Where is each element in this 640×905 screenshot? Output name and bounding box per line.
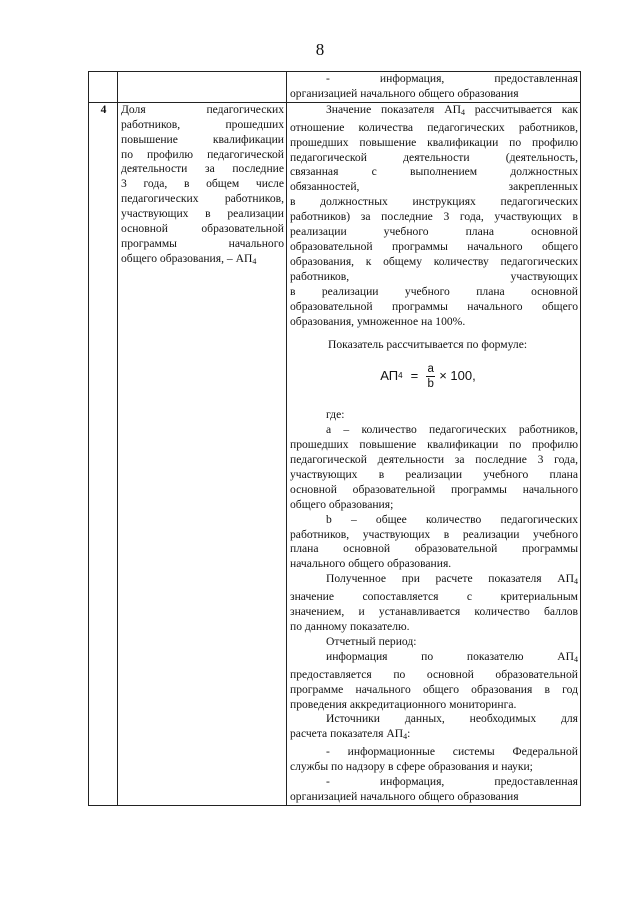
- text-fragment: Значение показателя АП: [326, 102, 461, 116]
- text-line: начального общего образования.: [290, 557, 452, 571]
- table-row: [89, 72, 581, 103]
- text-fragment: :: [407, 727, 411, 741]
- text-line: образовательной программы начального общего: [290, 239, 578, 253]
- formula-lhs-subscript: 4: [398, 370, 403, 380]
- text-line: повышение квалификации: [121, 132, 284, 146]
- name-cell: [118, 72, 287, 103]
- formula-intro: Показатель рассчитывается по формуле:: [328, 338, 528, 352]
- text-line: связанная с выполнением должностных: [290, 165, 578, 179]
- text-line: участвующих в реализации: [121, 207, 284, 221]
- text-line: работников, участвующих в реализации учебного: [290, 527, 578, 541]
- text-line: общего образования;: [290, 497, 394, 511]
- text-line: работников) за последние 3 года, участвующих в: [290, 210, 578, 224]
- formula-multiplier: × 100,: [439, 367, 476, 383]
- text-line: основной образовательной программы начального: [290, 482, 578, 496]
- spacer: [290, 329, 578, 338]
- number-cell: [89, 72, 118, 103]
- text-line: - информация, предоставленная: [326, 72, 578, 85]
- text-line: обязанностей, закрепленных: [290, 180, 578, 194]
- text-line: образования, к общему количеству педагогических: [290, 254, 578, 268]
- text-line: а – количество педагогических работников,: [326, 423, 578, 437]
- text-fragment: Полученное при расчете показателя АП: [326, 572, 574, 586]
- text-line: проведения аккредитационного мониторинга.: [290, 697, 517, 711]
- text-fragment: расчета показателя АП: [290, 727, 404, 741]
- text-line: [290, 572, 578, 590]
- text-line: по профилю педагогической: [121, 147, 284, 161]
- text-line: работников, участвующих: [290, 269, 578, 283]
- indicator-name: [118, 102, 287, 805]
- table-row: [89, 102, 581, 805]
- text-line: - информация, предоставленная: [326, 775, 578, 789]
- indicator-description: [287, 102, 581, 805]
- text-line: педагогической деятельности за последние 3 года,: [290, 453, 578, 467]
- text-line: [290, 650, 578, 668]
- formula-lhs: АП: [380, 367, 399, 383]
- text-line: в реализации учебного плана основной: [290, 284, 578, 298]
- description-cell: [287, 72, 581, 103]
- text-fragment: общего образования, – АП: [121, 251, 253, 265]
- subscript: 4: [403, 732, 408, 742]
- period-title: Отчетный период:: [326, 634, 417, 648]
- text-line: b – общее количество педагогических: [326, 512, 578, 526]
- text-line: [290, 727, 578, 745]
- text-line: работников, прошедших: [121, 117, 284, 131]
- text-line: 3 года, в общем числе: [121, 177, 284, 191]
- text-line: программы начального: [121, 236, 284, 250]
- text-line: в должностных инструкциях педагогических: [290, 195, 578, 209]
- text-line: - информационные системы Федеральной: [326, 745, 578, 759]
- formula: [278, 353, 578, 399]
- page-number: 8: [315, 40, 325, 59]
- text-line: значением, и устанавливается количество баллов: [290, 605, 578, 619]
- fraction-bar: [426, 376, 435, 377]
- text-line: образования, умноженное на 100%.: [290, 314, 466, 328]
- text-line: основной образовательной: [121, 222, 284, 236]
- text-line: прошедших повышение квалификации по профилю: [290, 135, 578, 149]
- text-line: отношение количества педагогических работников,: [290, 120, 578, 134]
- text-line: программе начального общего образования в год: [290, 682, 578, 696]
- formula-fraction: [426, 363, 435, 390]
- formula-numerator: a: [427, 362, 434, 375]
- text-line: плана основной образовательной программы: [290, 542, 578, 556]
- subscript: 4: [574, 654, 578, 664]
- text-line: [121, 252, 284, 270]
- text-line: образовательной программы начального общего: [290, 299, 578, 313]
- text-line: организацией начального общего образования: [290, 789, 519, 803]
- text-fragment: рассчитывается как: [464, 102, 578, 116]
- text-line: [290, 103, 578, 121]
- indicator-table: [88, 71, 581, 806]
- subscript: 4: [574, 577, 578, 587]
- where-label: где:: [326, 408, 345, 422]
- text-line: предоставляется по основной образовательной: [290, 667, 578, 681]
- row-number: 4: [89, 102, 118, 805]
- text-line: педагогических работников,: [121, 192, 284, 206]
- text-line: по данному показателю.: [290, 620, 410, 633]
- formula-equals: =: [410, 367, 419, 383]
- text-line: реализации учебного плана основной: [290, 225, 578, 239]
- text-fragment: информация по показателю АП: [326, 649, 574, 663]
- text-line: службы по надзору в сфере образования и науки;: [290, 760, 533, 774]
- spacer: [290, 399, 578, 408]
- text-line: педагогической деятельности (деятельность,: [290, 150, 578, 164]
- text-line: Источники данных, необходимых для: [326, 712, 578, 726]
- text-line: Доля педагогических: [121, 102, 284, 116]
- text-line: деятельности за последние: [121, 162, 284, 176]
- subscript: 4: [460, 107, 465, 117]
- text-line: организацией начального общего образования: [290, 86, 519, 100]
- text-line: прошедших повышение квалификации по профилю: [290, 438, 578, 452]
- text-line: значение сопоставляется с критериальным: [290, 590, 578, 604]
- subscript: 4: [252, 256, 257, 266]
- text-line: участвующих в реализации учебного плана: [290, 467, 578, 481]
- formula-denominator: b: [427, 377, 434, 390]
